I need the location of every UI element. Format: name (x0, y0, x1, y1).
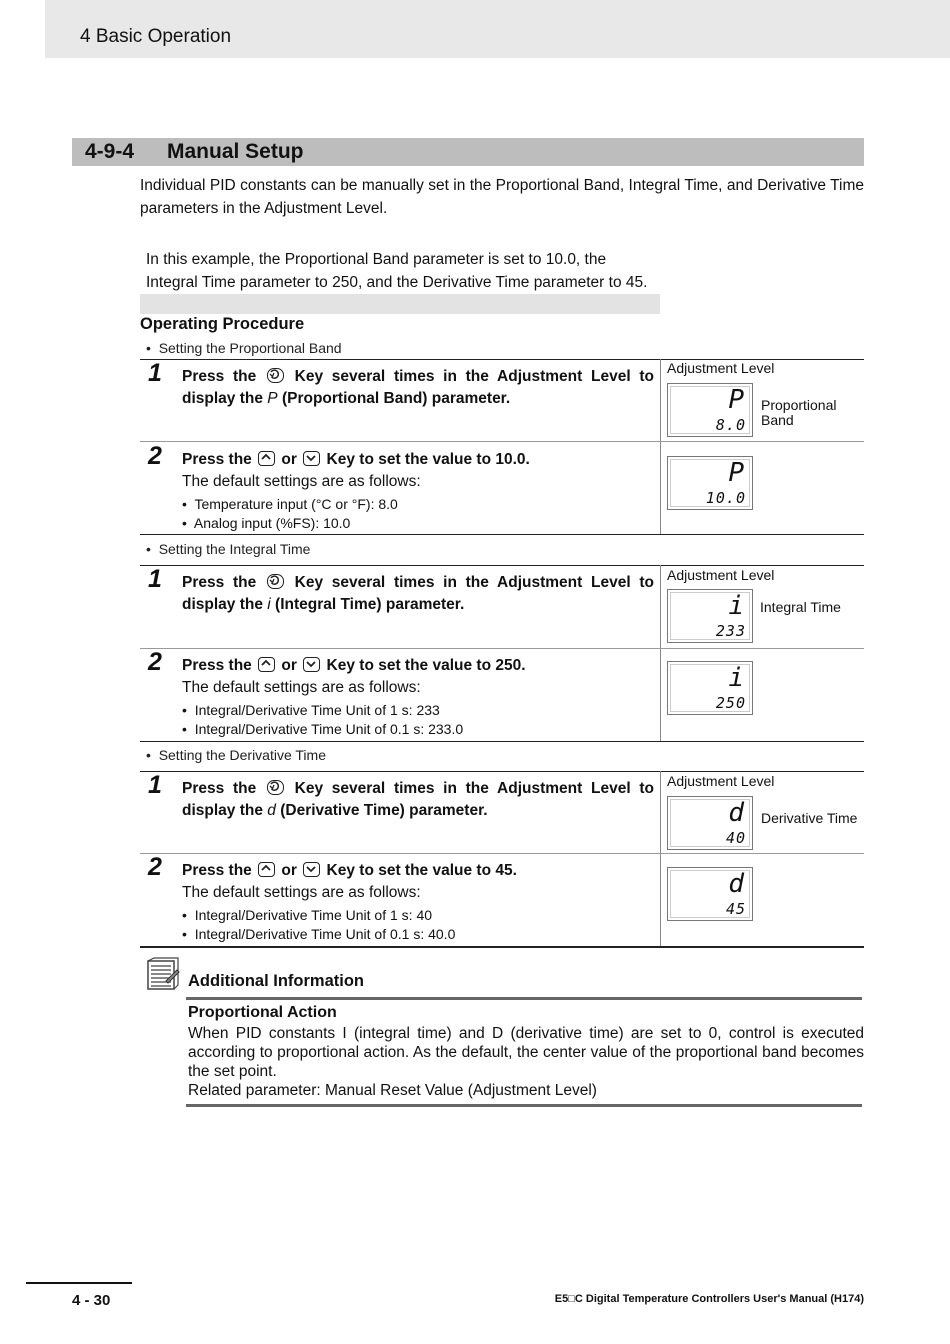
mode-key-icon (267, 780, 284, 795)
lcd-label: Proportional Band (761, 397, 837, 428)
lcd-parameter: P (728, 385, 744, 415)
lcd-value: 8.0 (715, 416, 746, 434)
proportional-action-body (188, 1024, 864, 1100)
notepad-icon (144, 957, 180, 998)
adjustment-level-label: Adjustment Level (667, 567, 775, 583)
example-paragraph: In this example, the Proportional Band parameter is set to 10.0, the Integral Time parameter to 250, and the Derivative Time parameter to 45. (146, 251, 648, 291)
column-divider (660, 359, 661, 534)
step-instruction: Press the Key several times in the Adjustment Level to display the i (Integral Time) parameter. (182, 574, 654, 613)
lcd-parameter: i (728, 663, 744, 693)
chapter-header: 4 Basic Operation (80, 26, 232, 47)
default-item: • Temperature input (°C or °F): 8.0 (182, 496, 398, 512)
column-divider (660, 771, 661, 946)
lcd-value: 250 (715, 694, 746, 712)
example-divider (140, 294, 660, 314)
page-number: 4 - 30 (72, 1292, 111, 1309)
lcd-value: 10.0 (705, 489, 746, 507)
up-key-icon (258, 451, 275, 466)
step-number: 1 (148, 565, 162, 593)
step-number: 2 (148, 442, 162, 470)
step-number: 1 (148, 359, 162, 387)
default-item: • Integral/Derivative Time Unit of 1 s: 233 (182, 702, 440, 718)
default-item: • Integral/Derivative Time Unit of 0.1 s: 40.0 (182, 926, 456, 942)
up-key-icon (258, 862, 275, 877)
lcd-display (667, 867, 753, 921)
step-number: 2 (148, 853, 162, 881)
table-bottom-rule (140, 741, 864, 742)
column-divider (660, 565, 661, 741)
lcd-display (667, 661, 753, 715)
table-bottom-rule (140, 534, 864, 535)
lcd-parameter: i (728, 591, 744, 621)
default-item: • Integral/Derivative Time Unit of 1 s: 40 (182, 907, 433, 923)
down-key-icon (303, 657, 320, 672)
default-item: • Analog input (%FS): 10.0 (182, 515, 351, 531)
lcd-value: 45 (725, 900, 746, 918)
row-divider (140, 648, 864, 649)
row-divider (140, 441, 864, 442)
table-bottom-rule (140, 946, 864, 948)
section-title: Manual Setup (167, 140, 304, 163)
footer-rule (26, 1282, 132, 1284)
proportional-action-title: Proportional Action (188, 1004, 337, 1021)
lcd-label: Integral Time (760, 599, 841, 615)
lcd-parameter: d (728, 798, 744, 828)
section-number: 4-9-4 (85, 140, 135, 163)
lcd-display (667, 456, 753, 510)
lcd-value: 233 (715, 622, 746, 640)
lcd-parameter: d (728, 869, 744, 899)
mode-key-icon (267, 368, 284, 383)
step-instruction: Press the or Key to set the value to 250. (182, 657, 526, 674)
info-top-rule (186, 997, 862, 1000)
table-top-rule (140, 565, 864, 566)
step-number: 2 (148, 648, 162, 676)
lcd-label: Derivative Time (761, 810, 858, 826)
up-key-icon (258, 657, 275, 672)
lcd-display (667, 383, 753, 437)
mode-key-icon (267, 574, 284, 589)
defaults-intro: The default settings are as follows: (182, 884, 421, 901)
row-divider (140, 853, 864, 854)
down-key-icon (303, 862, 320, 877)
manual-title: E5□C Digital Temperature Controllers User's Manual (H174) (554, 1293, 864, 1305)
related-parameter: Related parameter: Manual Reset Value (Adjustment Level) (188, 1082, 597, 1099)
group-bullet-text: Setting the Derivative Time (158, 747, 326, 763)
table-top-rule (140, 771, 864, 772)
procedure-title: Operating Procedure (140, 315, 305, 333)
info-body-text: When PID constants I (integral time) and D (derivative time) are set to 0, control is executed according to proportional action. As the default, the center value of the proportional band becomes the set point. (188, 1025, 864, 1080)
defaults-intro: The default settings are as follows: (182, 473, 421, 490)
lcd-value: 40 (725, 829, 746, 847)
lcd-display (667, 589, 753, 643)
default-item: • Integral/Derivative Time Unit of 0.1 s: 233.0 (182, 721, 464, 737)
step-instruction: Press the Key several times in the Adjustment Level to display the d (Derivative Time) parameter. (182, 780, 654, 819)
group-bullet: • Setting the Proportional Band (146, 340, 342, 356)
adjustment-level-label: Adjustment Level (667, 773, 775, 789)
group-bullet: • Setting the Derivative Time (146, 747, 326, 763)
step-instruction: Press the or Key to set the value to 10.0. (182, 451, 530, 468)
additional-info-title: Additional Information (188, 972, 364, 990)
step-instruction: Press the Key several times in the Adjustment Level to display the P (Proportional Band) parameter. (182, 368, 654, 407)
lcd-parameter: P (728, 458, 744, 488)
down-key-icon (303, 451, 320, 466)
group-bullet: • Setting the Integral Time (146, 541, 311, 557)
lcd-display (667, 796, 753, 850)
adjustment-level-label: Adjustment Level (667, 360, 775, 376)
group-bullet-text: Setting the Proportional Band (158, 340, 342, 356)
step-instruction: Press the or Key to set the value to 45. (182, 862, 517, 879)
defaults-intro: The default settings are as follows: (182, 679, 421, 696)
group-bullet-text: Setting the Integral Time (158, 541, 311, 557)
step-number: 1 (148, 771, 162, 799)
intro-paragraph: Individual PID constants can be manually set in the Proportional Band, Integral Time, and Derivative Time parameters in the Adjustment Level. (140, 177, 864, 217)
info-bottom-rule (186, 1104, 862, 1107)
